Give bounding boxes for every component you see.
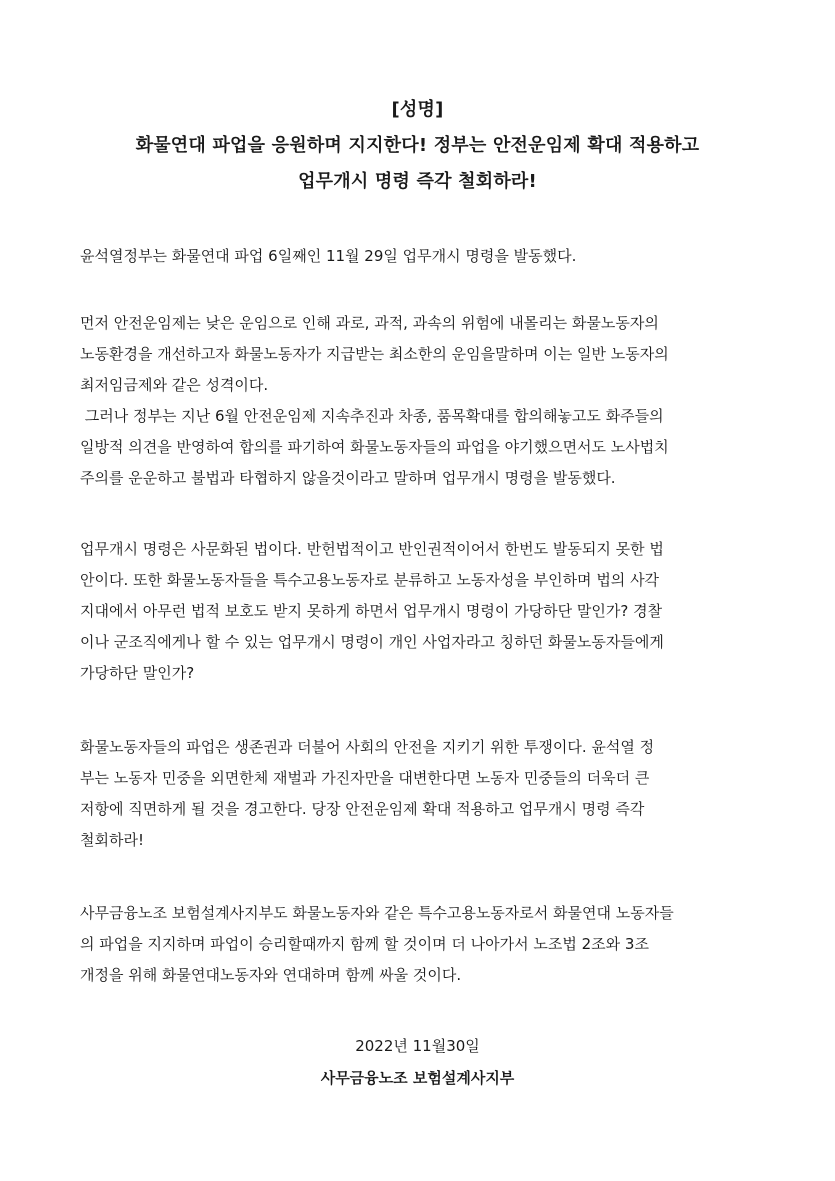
title-main-line-1: 화물연대 파업을 응원하며 지지한다! 정부는 안전운임제 확대 적용하고 xyxy=(135,135,700,156)
paragraph-2 xyxy=(80,308,758,494)
paragraph-line: 철회하라! xyxy=(80,831,144,849)
paragraph-line: 노동환경을 개선하고자 화물노동자가 지급받는 최소한의 운임을말하며 이는 일반 노동자의 xyxy=(80,345,669,363)
paragraph-line: 안이다. 또한 화물노동자들을 특수고용노동자로 분류하고 노동자성을 부인하며 법의 사각 xyxy=(80,571,660,589)
signature-date: 2022년 11월30일 xyxy=(355,1037,480,1055)
paragraph-line: 개정을 위해 화물연대노동자와 연대하며 함께 싸울 것이다. xyxy=(80,966,462,984)
title-label: [성명] xyxy=(391,99,444,120)
paragraph-line: 의 파업을 지지하며 파업이 승리할때까지 함께 할 것이며 더 나아가서 노조법 2조와 3조 xyxy=(80,935,649,953)
title-main-line-2: 업무개시 명령 즉각 철회하라! xyxy=(298,171,537,192)
paragraph-line: 그러나 정부는 지난 6월 안전운임제 지속추진과 차종, 품목확대를 합의해놓고도 화주들의 xyxy=(80,407,664,425)
paragraph-line: 사무금융노조 보험설계사지부도 화물노동자와 같은 특수고용노동자로서 화물연대 노동자들 xyxy=(80,904,674,922)
paragraph-line: 최저임금제와 같은 성격이다. xyxy=(80,376,269,394)
signature-organization: 사무금융노조 보험설계사지부 xyxy=(320,1069,515,1087)
paragraph-line: 업무개시 명령은 사문화된 법이다. 반헌법적이고 반인권적이어서 한번도 발동되지 못한 법 xyxy=(80,540,664,558)
paragraph-line: 지대에서 아무런 법적 보호도 받지 못하게 하면서 업무개시 명령이 가당하단 말인가? 경찰 xyxy=(80,602,663,620)
paragraph-line: 화물노동자들의 파업은 생존권과 더불어 사회의 안전을 지키기 위한 투쟁이다. 윤석열 정 xyxy=(80,738,655,756)
paragraph-3 xyxy=(80,534,758,689)
paragraph-4 xyxy=(80,732,758,856)
paragraph-5 xyxy=(80,898,758,991)
title-block xyxy=(0,92,835,200)
paragraph-line: 가당하단 말인가? xyxy=(80,664,195,682)
paragraph-line: 윤석열정부는 화물연대 파업 6일째인 11월 29일 업무개시 명령을 발동했다. xyxy=(80,247,577,265)
paragraph-line: 주의를 운운하고 불법과 타협하지 않을것이라고 말하며 업무개시 명령을 발동했다. xyxy=(80,469,616,487)
paragraph-line: 일방적 의견을 반영하여 합의를 파기하여 화물노동자들의 파업을 야기했으면서도 노사법치 xyxy=(80,438,669,456)
paragraph-line: 먼저 안전운임제는 낮은 운임으로 인해 과로, 과적, 과속의 위험에 내몰리는 화물노동자의 xyxy=(80,314,659,332)
paragraph-line: 이나 군조직에게나 할 수 있는 업무개시 명령이 개인 사업자라고 칭하던 화물노동자들에게 xyxy=(80,633,664,651)
paragraph-line: 부는 노동자 민중을 외면한체 재벌과 가진자만을 대변한다면 노동자 민중들의 더욱더 큰 xyxy=(80,769,650,787)
paragraph-line: 저항에 직면하게 될 것을 경고한다. 당장 안전운임제 확대 적용하고 업무개시 명령 즉각 xyxy=(80,800,645,818)
paragraph-1 xyxy=(80,241,758,272)
signature-block xyxy=(0,1030,835,1094)
